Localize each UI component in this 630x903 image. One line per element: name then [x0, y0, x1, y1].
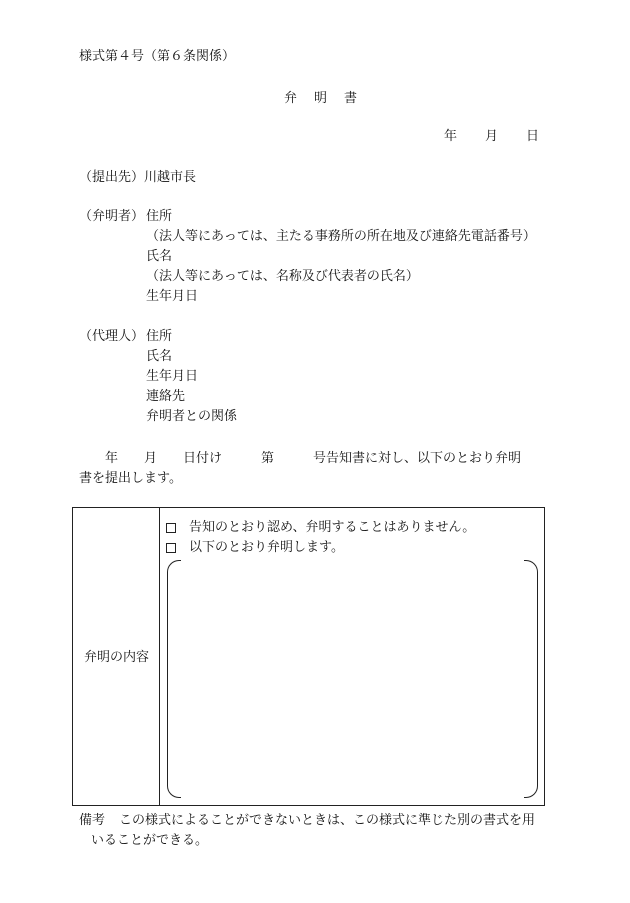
remarks-head: 備考 [79, 813, 106, 828]
date-year-label: 年 [444, 129, 458, 144]
agent-label: （代理人） [79, 329, 145, 344]
agent-birthdate-label: 生年月日 [146, 369, 199, 384]
form-number: 様式第４号（第６条関係） [79, 49, 236, 64]
checkbox-admit[interactable] [166, 523, 176, 533]
checkbox-explain[interactable] [166, 543, 176, 553]
agent-address-label: 住所 [146, 329, 173, 344]
explanation-content-table [72, 507, 545, 806]
document-title: 弁明書 [284, 91, 375, 106]
remarks-line-2: いることができる。 [91, 833, 209, 848]
remarks [79, 811, 559, 851]
explainer-birthdate-label: 生年月日 [146, 289, 199, 304]
table-divider [159, 508, 160, 805]
explainer-address-label: 住所 [146, 209, 173, 224]
explainer-name-note: （法人等にあっては、名称及び代表者の氏名） [146, 269, 419, 284]
option-explain-label: 以下のとおり弁明します。 [189, 540, 344, 555]
explainer-name-label: 氏名 [146, 249, 173, 264]
agent-relation-label: 弁明者との関係 [146, 409, 238, 424]
statement-line-1: 年 月 日付け 第 号告知書に対し、以下のとおり弁明 [79, 451, 522, 466]
option-admit[interactable] [166, 520, 475, 536]
option-explain[interactable] [166, 540, 344, 556]
explainer-label: （弁明者） [79, 209, 145, 224]
statement-line-2: 書を提出します。 [79, 471, 182, 486]
right-bracket [524, 560, 538, 798]
option-admit-label: 告知のとおり認め、弁明することはありません。 [189, 520, 476, 535]
left-bracket [167, 560, 181, 798]
date-day-label: 日 [526, 129, 540, 144]
agent-contact-label: 連絡先 [146, 389, 186, 404]
explanation-content-label: 弁明の内容 [84, 650, 150, 665]
agent-name-label: 氏名 [146, 349, 173, 364]
remarks-line-1: この様式によることができないときは、この様式に準じた別の書式を用 [119, 813, 536, 828]
recipient: （提出先）川越市長 [79, 170, 197, 185]
explainer-address-note: （法人等にあっては、主たる事務所の所在地及び連絡先電話番号） [146, 229, 536, 244]
date-month-label: 月 [485, 129, 499, 144]
statement [79, 449, 547, 489]
explanation-text-area[interactable] [167, 560, 538, 798]
